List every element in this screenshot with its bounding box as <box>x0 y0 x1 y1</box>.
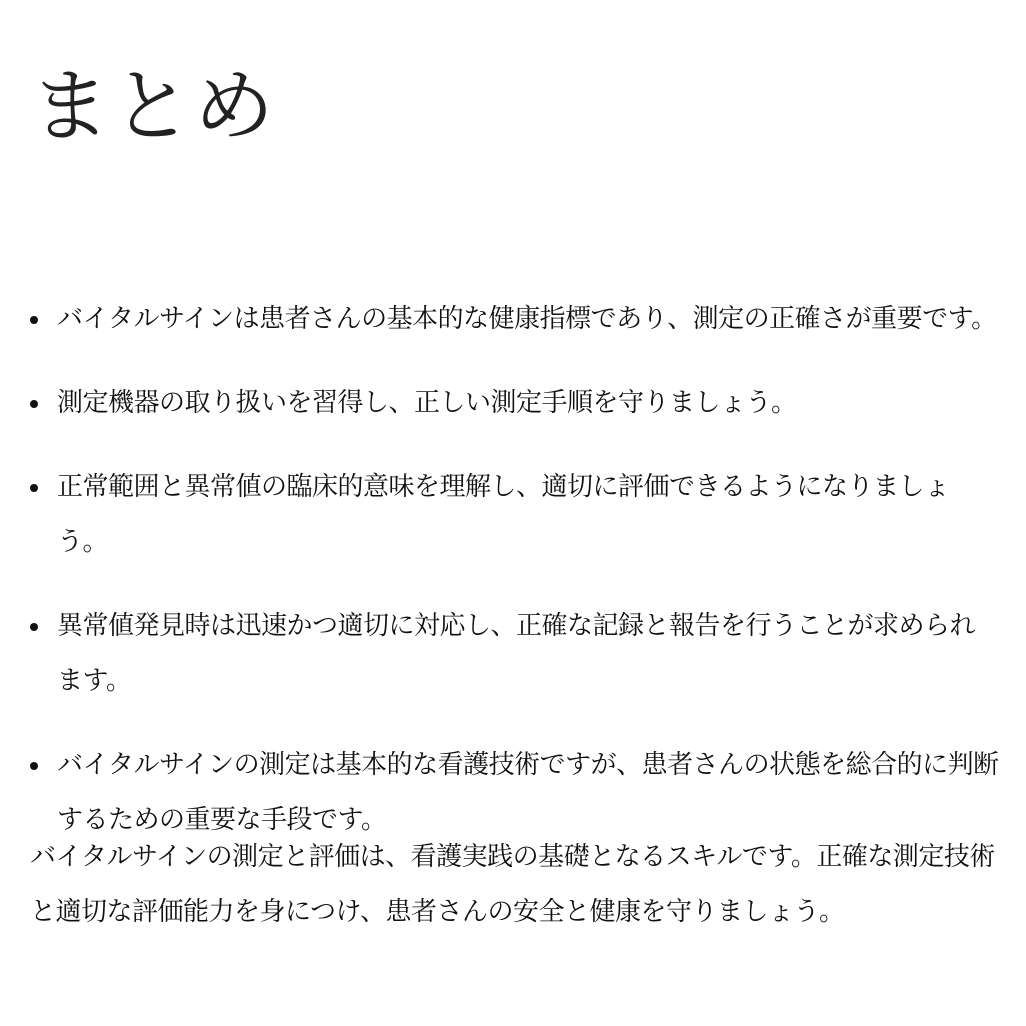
bullet-text: 正常範囲と異常値の臨床的意味を理解し、適切に評価できるようになりましょう。 <box>57 472 950 557</box>
bullet-list <box>30 292 1000 877</box>
bullet-dot-icon <box>30 400 38 408</box>
summary-paragraph: バイタルサインの測定と評価は、看護実践の基礎となるスキルです。正確な測定技術と適切な評価能力を身につけ、患者さんの安全と健康を守りましょう。 <box>30 842 995 927</box>
bullet-item <box>30 599 1000 709</box>
bullet-dot-icon <box>30 623 38 631</box>
bullet-text: バイタルサインは患者さんの基本的な健康指標であり、測定の正確さが重要です。 <box>57 304 997 334</box>
bullet-text: 測定機器の取り扱いを習得し、正しい測定手順を守りましょう。 <box>57 388 797 418</box>
bullet-item <box>30 460 1000 570</box>
bullet-dot-icon <box>30 316 38 324</box>
slide-title: まとめ <box>30 60 276 153</box>
bullet-text: バイタルサインの測定は基本的な看護技術ですが、患者さんの状態を総合的に判断するための重要な手段です。 <box>57 750 999 835</box>
bullet-text: 異常値発見時は迅速かつ適切に対応し、正確な記録と報告を行うことが求められます。 <box>57 611 976 696</box>
bullet-item <box>30 376 1000 431</box>
bullet-dot-icon <box>30 484 38 492</box>
bullet-item <box>30 292 1000 347</box>
bullet-dot-icon <box>30 762 38 770</box>
